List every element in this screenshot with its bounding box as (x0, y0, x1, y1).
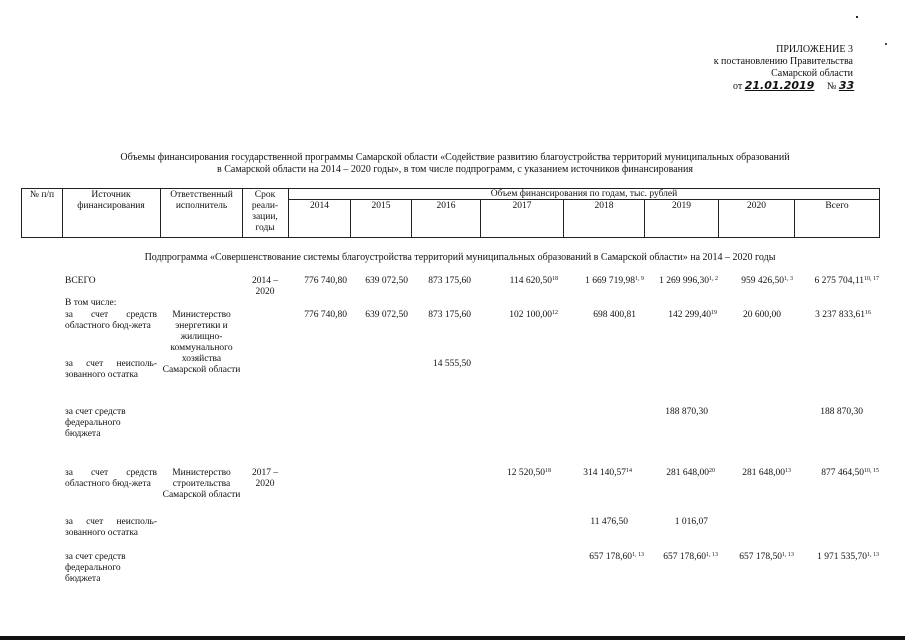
cell-2019: 1 269 996,30$^{1, 2}$ (659, 276, 718, 286)
cell-2017: 102 100,00$^{12}$ (509, 310, 558, 320)
row-label: за счет средств федерального бюджета (65, 552, 126, 584)
cell-2018: 11 476,50 (590, 517, 628, 527)
doc-title-line2: в Самарской области на 2014 – 2020 годы», в том числе подпрограмм, с указанием источников финансирования (217, 164, 693, 175)
cell-2020: 959 426,50$^{1, 3}$ (741, 276, 793, 286)
cell-2019: 1 016,07 (674, 517, 708, 527)
cell-total: 6 275 704,11$^{10, 17}$ (814, 276, 879, 286)
cell-2018: 698 400,81 (593, 310, 636, 320)
scan-dot (856, 16, 858, 18)
cell-2015: 639 072,50 (365, 276, 408, 286)
scan-dot (885, 43, 887, 45)
cell-2017: 114 620,50$^{18}$ (509, 276, 558, 286)
cell-2019: 281 648,00$^{20}$ (666, 468, 715, 478)
year-total: Всего (825, 201, 849, 211)
row-term: 2014 – 2020 (251, 276, 279, 297)
cell-2020: 657 178,50$^{1, 13}$ (739, 552, 794, 562)
row-term: 2017 – 2020 (251, 468, 279, 489)
header-num: № п/п (29, 190, 55, 200)
cell-total: 3 237 833,61$^{16}$ (815, 310, 871, 320)
date-prefix: от (733, 81, 743, 92)
appendix-line2: Самарской области (771, 68, 853, 79)
cell-2020: 281 648,00$^{13}$ (742, 468, 791, 478)
row-label: за счет неисполь-зованного остатка (65, 359, 157, 380)
header-volume: Объем финансирования по годам, тыс. рублей (490, 189, 678, 199)
date-value: 21.01.2019 (744, 79, 815, 92)
row-label: за счет средств областного бюд-жета (65, 468, 157, 489)
row-exec: Министерство энергетики и жилищно-коммунального хозяйства Самарской области (162, 310, 241, 375)
year-2020: 2020 (747, 201, 766, 211)
doc-title-line1: Объемы финансирования государственной программы Самарской области «Содействие развитию благоустройства территорий муниципальных образований (120, 152, 790, 163)
cell-2020: 20 600,00 (743, 310, 781, 320)
cell-2018: 1 669 719,98$^{1, 9}$ (585, 276, 644, 286)
cell-total: 1 971 535,70$^{1, 13}$ (817, 552, 879, 562)
header-term: Срок реали-зации, годы (251, 190, 279, 233)
number-prefix: № (826, 81, 837, 92)
cell-total: 188 870,30 (820, 407, 863, 417)
cell-2019: 657 178,60$^{1, 13}$ (663, 552, 718, 562)
row-exec: Министерство строительства Самарской области (162, 468, 241, 500)
subprogram-title: Подпрограмма «Совершенствование системы благоустройства территорий муниципальных образований в Самарской области» на 2014 – 2020 годы (144, 252, 776, 263)
cell-2016: 14 555,50 (433, 359, 471, 369)
row-label: за счет средств областного бюд-жета (65, 310, 157, 331)
cell-2019: 142 299,40$^{19}$ (668, 310, 717, 320)
cell-2017: 12 520,50$^{18}$ (507, 468, 551, 478)
including-label: В том числе: (65, 298, 117, 308)
year-2014: 2014 (310, 201, 329, 211)
appendix-title: ПРИЛОЖЕНИЕ 3 (776, 44, 853, 55)
cell-2019: 188 870,30 (665, 407, 708, 417)
year-2015: 2015 (371, 201, 391, 211)
cell-2018: 314 140,57$^{14}$ (583, 468, 632, 478)
cell-2016: 873 175,60 (428, 310, 471, 320)
header-exec: Ответственный исполнитель (170, 190, 233, 211)
year-2019: 2019 (672, 201, 691, 211)
cell-2015: 639 072,50 (365, 310, 408, 320)
cell-2018: 657 178,60$^{1, 13}$ (589, 552, 644, 562)
scan-edge (0, 636, 905, 640)
appendix-line1: к постановлению Правительства (713, 56, 853, 67)
header-source: Источник финансирования (77, 190, 145, 211)
cell-2016: 873 175,60 (428, 276, 471, 286)
year-2017: 2017 (512, 201, 532, 211)
year-2018: 2018 (594, 201, 614, 211)
appendix-date-row (733, 80, 854, 93)
year-2016: 2016 (436, 201, 456, 211)
row-label: за счет средств федерального бюджета (65, 407, 126, 439)
number-value: 33 (838, 79, 855, 92)
cell-2014: 776 740,80 (304, 310, 347, 320)
row-label: ВСЕГО (65, 276, 96, 286)
cell-total: 877 464,50$^{10, 15}$ (821, 468, 879, 478)
row-label: за счет неисполь-зованного остатка (65, 517, 157, 538)
cell-2014: 776 740,80 (304, 276, 347, 286)
